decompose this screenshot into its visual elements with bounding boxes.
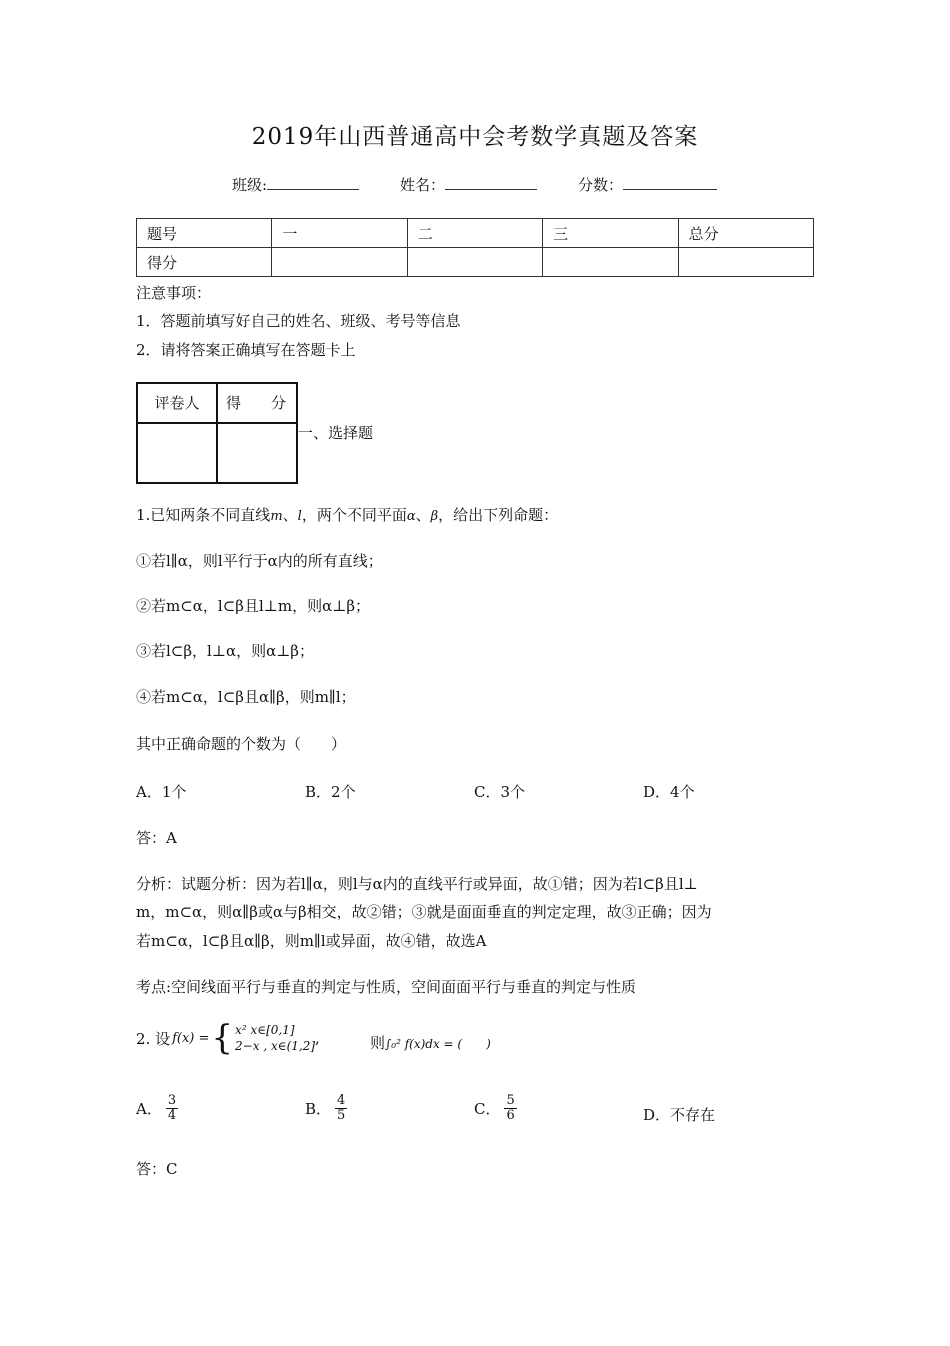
fraction	[504, 1094, 516, 1123]
score-table	[136, 218, 814, 277]
q1-beta: β	[430, 509, 439, 524]
q1-option-a[interactable]: A．1个	[136, 783, 187, 801]
q1-proposition: ①若l∥α，则l平行于α内的所有直线；	[136, 552, 383, 570]
q2-option-b[interactable]	[305, 1094, 347, 1123]
score-table-header	[137, 219, 814, 248]
q1-proposition: ④若m⊂α，l⊂β且α∥β，则m∥l；	[136, 688, 356, 706]
q2-option-a[interactable]	[136, 1094, 178, 1123]
fraction	[166, 1094, 178, 1123]
class-field	[232, 174, 359, 195]
grader-score-cell[interactable]	[218, 424, 296, 482]
score-input-cell[interactable]	[272, 248, 407, 277]
fraction	[335, 1094, 347, 1123]
q2-option-c[interactable]	[474, 1094, 517, 1123]
q2-cases	[235, 1022, 315, 1054]
q2-case: 2−x , x∈(1,2]	[235, 1039, 316, 1053]
q2-option-letter: A．	[136, 1100, 162, 1118]
q1-m: m	[270, 509, 283, 524]
q1-l: l	[297, 509, 302, 524]
grader-box	[136, 382, 298, 484]
grader-score-label: 得 分	[218, 384, 296, 424]
q2-integral-line	[370, 1032, 491, 1053]
score-table-cell: 一	[272, 219, 407, 248]
q1-sep: 、	[282, 506, 298, 524]
score-table-cell: 题号	[137, 219, 272, 248]
score-field	[578, 174, 717, 195]
q1-option-b[interactable]: B．2个	[305, 783, 356, 801]
q1-option-d[interactable]: D．4个	[643, 783, 695, 801]
q1-stem-c: ，给出下列命题：	[438, 506, 559, 524]
notice-heading: 注意事项：	[136, 284, 212, 302]
q2-then: 则	[370, 1034, 386, 1052]
name-field	[400, 174, 537, 195]
q1-proposition: ③若l⊂β，l⊥α，则α⊥β；	[136, 642, 314, 660]
q1-option-c[interactable]: C．3个	[474, 783, 526, 801]
notice-item: 2．请将答案正确填写在答题卡上	[136, 341, 356, 359]
q1-analysis: 分析：试题分析：因为若l∥α，则l与α内的直线平行或异面，故①错；因为若l⊂β且l⊥	[136, 875, 698, 893]
q1-stem-a: 1.已知两条不同直线	[136, 506, 271, 524]
fraction-num: 5	[506, 1093, 515, 1108]
notice-item: 1．答题前填写好自己的姓名、班级、考号等信息	[136, 312, 461, 330]
section-title: 一、选择题	[298, 424, 374, 442]
fraction-den: 6	[506, 1108, 515, 1123]
q1-stem	[136, 504, 558, 525]
q1-question: 其中正确命题的个数为（ ）	[136, 735, 347, 753]
page-title: 2019年山西普通高中会考数学真题及答案	[251, 124, 699, 150]
grader-reviewer-label: 评卷人	[138, 384, 218, 424]
score-table-cell: 得分	[137, 248, 272, 277]
fraction-den: 4	[167, 1108, 177, 1123]
score-label: 分数：	[578, 176, 624, 194]
name-blank[interactable]	[445, 175, 537, 190]
q1-proposition: ②若m⊂α，l⊂β且l⊥m，则α⊥β；	[136, 597, 370, 615]
fraction-num: 4	[337, 1093, 346, 1108]
score-input-cell[interactable]	[543, 248, 678, 277]
q2-prefix: 2. 设	[136, 1029, 171, 1048]
score-table-cell: 总分	[678, 219, 813, 248]
q2-comma: ,	[315, 1029, 320, 1047]
q2-option-letter: C．	[474, 1100, 501, 1118]
brace-icon: {	[211, 1018, 234, 1058]
q1-sep: 、	[415, 506, 431, 524]
fraction-num: 3	[167, 1093, 177, 1108]
q1-answer: 答：A	[136, 829, 177, 847]
q2-option-d[interactable]: D．不存在	[643, 1106, 716, 1124]
score-blank[interactable]	[623, 175, 717, 190]
q1-alpha: α	[406, 509, 416, 524]
q2-stem	[136, 1018, 320, 1058]
q2-option-letter: B．	[305, 1100, 332, 1118]
score-input-cell[interactable]	[407, 248, 542, 277]
q1-analysis: 若m⊂α，l⊂β且α∥β，则m∥l或异面，故④错，故选A	[136, 932, 487, 950]
score-table-row	[137, 248, 814, 277]
name-label: 姓名：	[400, 176, 446, 194]
q1-kaodian: 考点:空间线面平行与垂直的判定与性质，空间面面平行与垂直的判定与性质	[136, 978, 637, 996]
q1-analysis: m，m⊂α，则α∥β或α与β相交，故②错；③就是面面垂直的判定定理，故③正确；因为	[136, 903, 712, 921]
class-blank[interactable]	[267, 175, 359, 190]
q2-integral: ∫₀² f(x)dx = ( )	[385, 1037, 491, 1051]
q1-stem-b: ，两个不同平面	[301, 506, 407, 524]
q2-case: x² x∈[0,1]	[235, 1023, 295, 1037]
score-table-cell: 二	[407, 219, 542, 248]
q2-fx: f(x) =	[172, 1030, 210, 1046]
q2-answer: 答：C	[136, 1160, 178, 1178]
score-table-cell: 三	[543, 219, 678, 248]
fraction-den: 5	[337, 1108, 346, 1123]
class-label: 班级:	[232, 176, 268, 194]
score-input-cell[interactable]	[678, 248, 813, 277]
grader-reviewer-cell[interactable]	[138, 424, 218, 482]
